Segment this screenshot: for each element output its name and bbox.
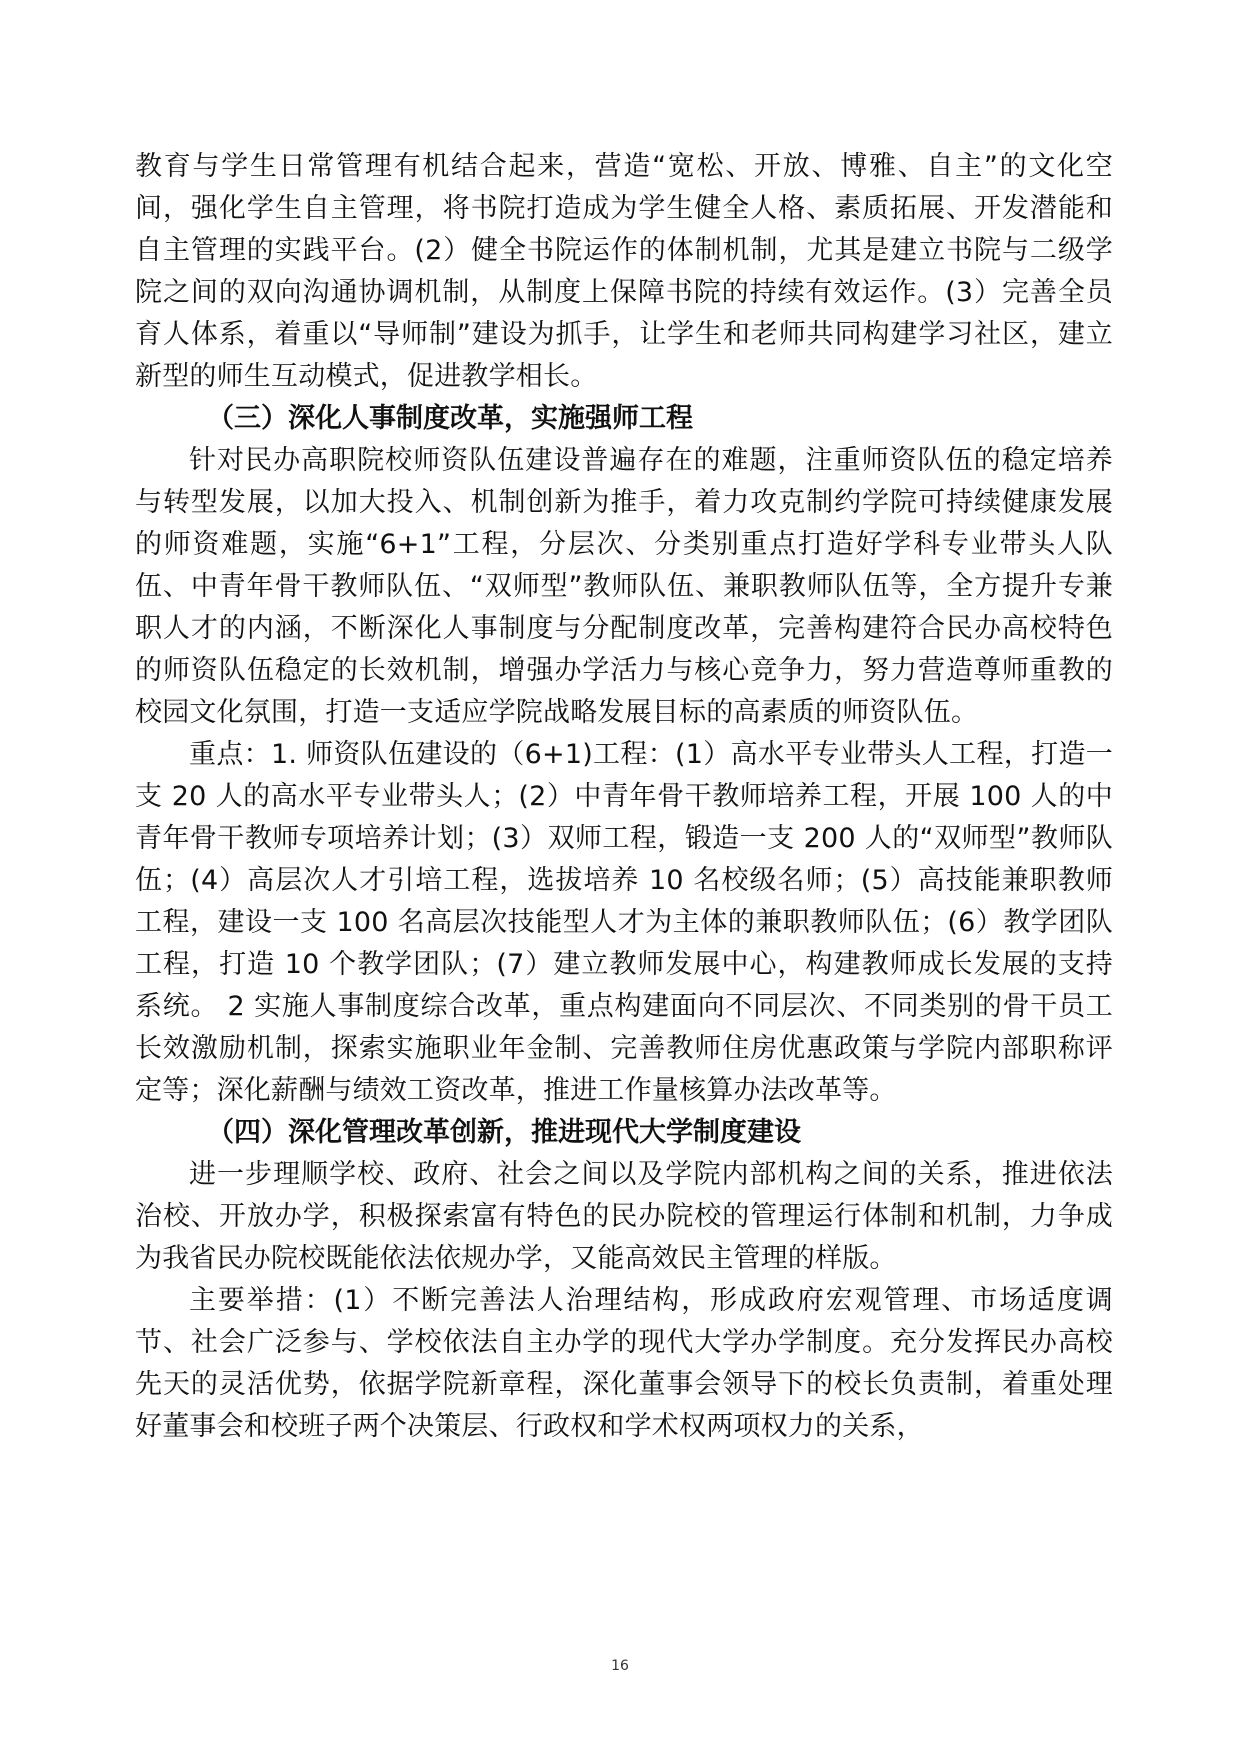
paragraph-main-measures: 主要举措：(1）不断完善法人治理结构，形成政府宏观管理、市场适度调节、社会广泛参与、学校依法自主办学的现代大学办学制度。充分发挥民办高校先天的灵活优势，依据学院新章程，深化董事会领导下的校长负责制，着重处理好董事会和校班子两个决策层、行政权和学术权两项权力的关系， (135, 1285, 1113, 1442)
paragraph-book-academy: 教育与学生日常管理有机结合起来，营造“宽松、开放、博雅、自主”的文化空间，强化学生自主管理，将书院打造成为学生健全人格、素质拓展、开发潜能和自主管理的实践平台。(2）健全书院运作的体制机制，尤其是建立书院与二级学院之间的双向沟通协调机制，从制度上保障书院的持续有效运作。(3）完善全员育人体系，着重以“导师制”建设为抓手，让学生和老师共同构建学习社区，建立新型的师生互动模式，促进教学相长。 (135, 151, 1113, 392)
paragraph-teacher-project: 针对民办高职院校师资队伍建设普遍存在的难题，注重师资队伍的稳定培养与转型发展，以加大投入、机制创新为推手，着力攻克制约学院可持续健康发展的师资难题，实施“6+1”工程，分层次、分类别重点打造好学科专业带头人队伍、中青年骨干教师队伍、“双师型”教师队伍、兼职教师队伍等，全方提升专兼职人才的内涵，不断深化人事制度与分配制度改革，完善构建符合民办高校特色的师资队伍稳定的长效机制，增强办学活力与核心竞争力，努力营造尊师重教的校园文化氛围，打造一支适应学院战略发展目标的高素质的师资队伍。 (135, 445, 1113, 728)
section-heading-3: （三）深化人事制度改革，实施强师工程 (207, 403, 693, 434)
document-page (135, 146, 1113, 1448)
page-number: 16 (611, 1658, 629, 1674)
paragraph-management-reform: 进一步理顺学校、政府、社会之间以及学院内部机构之间的关系，推进依法治校、开放办学，积极探索富有特色的民办院校的管理运行体制和机制，力争成为我省民办院校既能依法依规办学，又能高效民主管理的样版。 (135, 1159, 1113, 1274)
paragraph-key-points: 重点：1. 师资队伍建设的（6+1)工程：(1）高水平专业带头人工程，打造一支 20 人的高水平专业带头人；(2）中青年骨干教师培养工程，开展 100 人的中青年骨干教师专项培养计划；(3）双师工程，锻造一支 200 人的“双师型”教师队伍；(4）高层次人才引培工程，选拔培养 10 名校级名师；(5）高技能兼职教师工程，建设一支 100 名高层次技能型人才为主体的兼职教师队伍；(6）教学团队工程，打造 10 个教学团队；(7）建立教师发展中心，构建教师成长发展的支持系统。 2 实施人事制度综合改革，重点构建面向不同层次、不同类别的骨干员工长效激励机制，探索实施职业年金制、完善教师住房优惠政策与学院内部职称评定等；深化薪酬与绩效工资改革，推进工作量核算办法改革等。 (135, 739, 1113, 1106)
section-heading-4: （四）深化管理改革创新，推进现代大学制度建设 (207, 1117, 801, 1148)
